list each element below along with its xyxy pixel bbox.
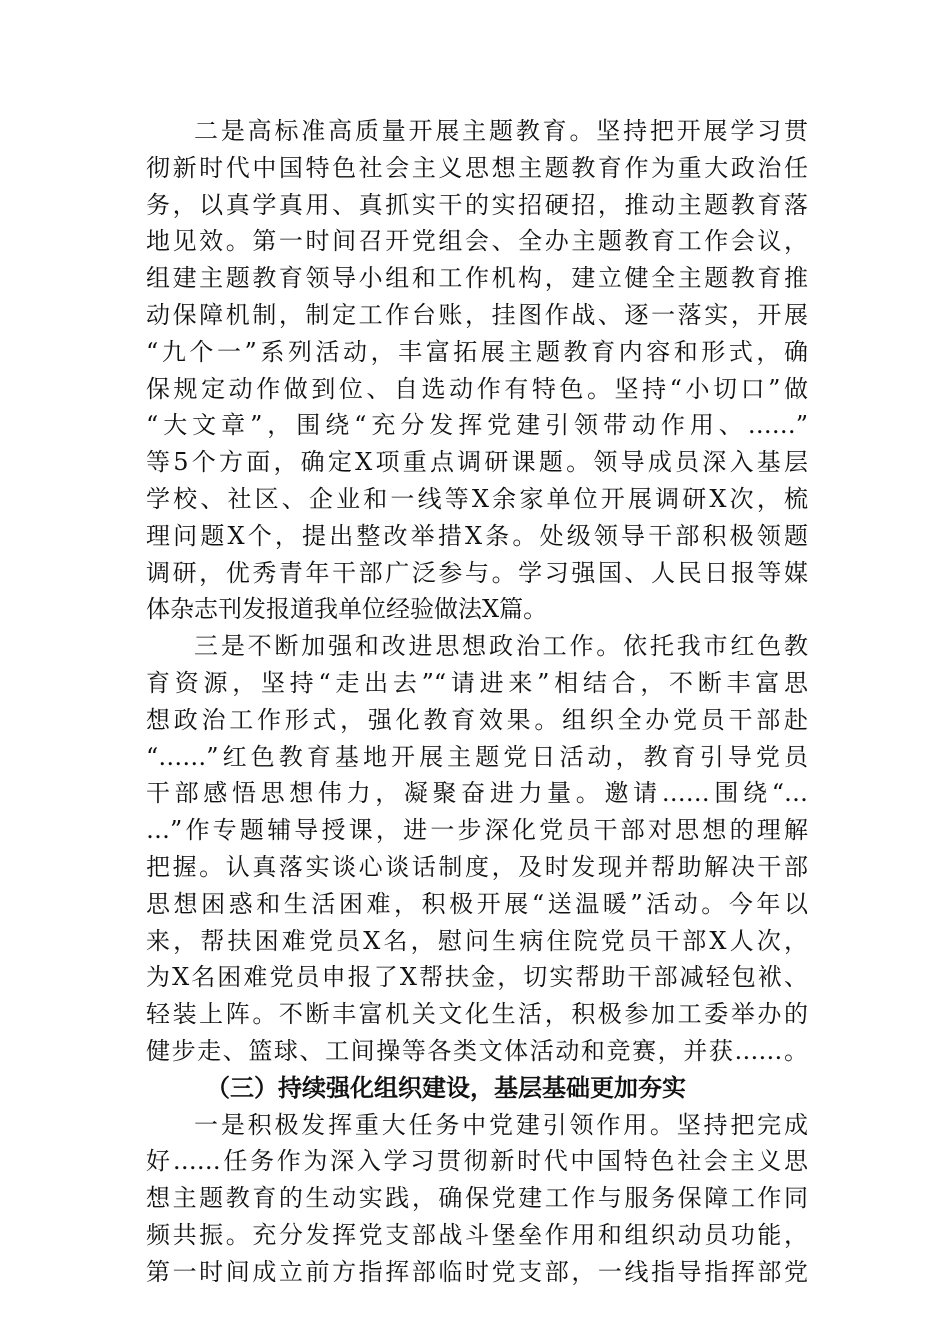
paragraph-first-line: 一是积极发挥重大任务中党建引领作用。坚持把完成	[194, 1110, 808, 1139]
paragraph-last-line: 体杂志刊发报道我单位经验做法X篇。	[146, 595, 548, 624]
paragraph-line: 频共振。充分发挥党支部战斗堡垒作用和组织动员功能，	[146, 1220, 808, 1249]
paragraph-line: …”作专题辅导授课，进一步深化党员干部对思想的理解	[146, 816, 808, 845]
paragraph-line: “九个一”系列活动，丰富拓展主题教育内容和形式，确	[146, 337, 808, 366]
paragraph-line: 想主题教育的生动实践，确保党建工作与服务保障工作同	[146, 1184, 808, 1213]
paragraph-first-line: 二是高标准高质量开展主题教育。坚持把开展学习贯	[194, 117, 808, 145]
paragraph-line: 理问题X个，提出整改举措X条。处级领导干部积极领题	[146, 521, 808, 550]
paragraph-line: 想政治工作形式，强化教育效果。组织全办党员干部赴	[146, 705, 808, 734]
paragraph-line: 把握。认真落实谈心谈话制度，及时发现并帮助解决干部	[146, 852, 808, 881]
paragraph-line: 为X名困难党员申报了X帮扶金，切实帮助干部减轻包袱、	[146, 963, 808, 992]
paragraph-line: 彻新时代中国特色社会主义思想主题教育作为重大政治任	[146, 153, 808, 182]
paragraph-line: 学校、社区、企业和一线等X余家单位开展调研X次，梳	[146, 484, 808, 513]
paragraph-line: 保规定动作做到位、自选动作有特色。坚持“小切口”做	[146, 374, 808, 403]
paragraph-line: 思想困惑和生活困难，积极开展“送温暖”活动。今年以	[146, 889, 808, 918]
paragraph-line: “大文章”，围绕“充分发挥党建引领带动作用、……”	[146, 411, 808, 440]
paragraph-line: 轻装上阵。不断丰富机关文化生活，积极参加工委举办的	[146, 1000, 808, 1029]
paragraph-line: 组建主题教育领导小组和工作机构，建立健全主题教育推	[146, 264, 808, 293]
paragraph-line: 来，帮扶困难党员X名，慰问生病住院党员干部X人次，	[146, 926, 808, 955]
paragraph-line: 健步走、篮球、工间操等各类文体活动和竞赛，并获……。	[146, 1036, 808, 1065]
paragraph-line: 务，以真学真用、真抓实干的实招硬招，推动主题教育落	[146, 190, 808, 219]
paragraph-first-line: 三是不断加强和改进思想政治工作。依托我市红色教	[194, 632, 808, 661]
paragraph-line: 干部感悟思想伟力，凝聚奋进力量。邀请……围绕“…	[146, 779, 808, 808]
paragraph-line: 地见效。第一时间召开党组会、全办主题教育工作会议，	[146, 227, 808, 256]
paragraph-line: 等5个方面，确定X项重点调研课题。领导成员深入基层	[146, 448, 808, 477]
paragraph-line: 第一时间成立前方指挥部临时党支部，一线指导指挥部党	[146, 1257, 808, 1286]
document-body	[146, 113, 808, 1291]
paragraph-line: 好……任务作为深入学习贯彻新时代中国特色社会主义思	[146, 1147, 808, 1176]
paragraph-line: “……”红色教育基地开展主题党日活动，教育引导党员	[146, 742, 808, 771]
paragraph-line: 育资源，坚持“走出去”“请进来”相结合，不断丰富思	[146, 668, 808, 697]
paragraph-line: 调研，优秀青年干部广泛参与。学习强国、人民日报等媒	[146, 558, 808, 587]
section-heading: （三）持续强化组织建设，基层基础更加夯实	[206, 1072, 686, 1102]
paragraph-line: 动保障机制，制定工作台账，挂图作战、逐一落实，开展	[146, 300, 808, 329]
